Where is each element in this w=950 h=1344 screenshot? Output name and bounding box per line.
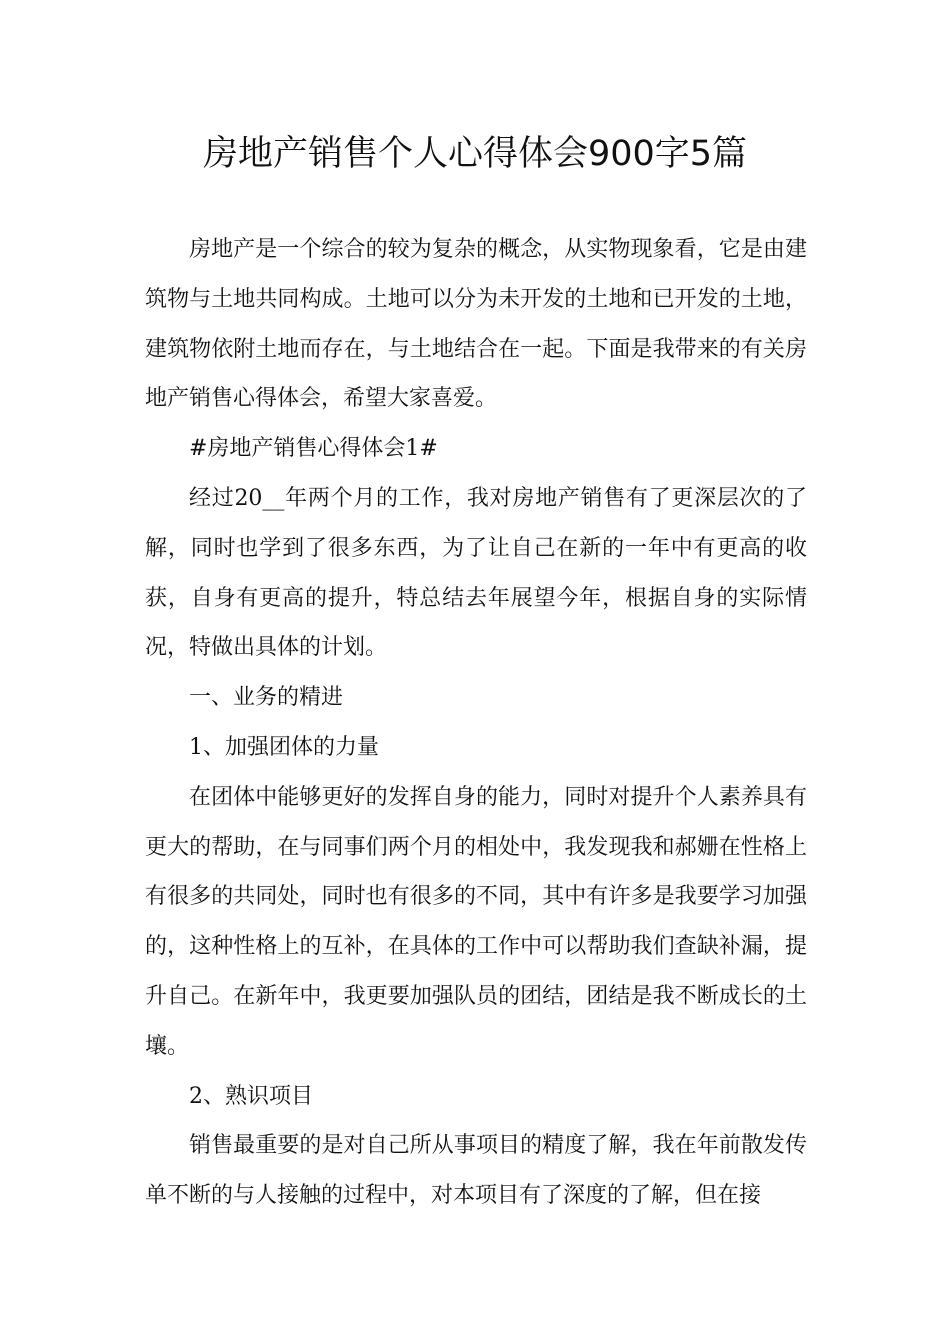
- heading-business: 一、业务的精进: [189, 685, 344, 711]
- subheading-team: 1、加强团体的力量: [189, 734, 379, 760]
- paragraph-intro: 房地产是一个综合的较为复杂的概念，从实物现象看，它是由建筑物与土地共同构成。土地可以分为未开发的土地和已开发的土地，建筑物依附土地而存在，与土地结合在一起。下面是我带来的有关房地产销售心得体会，希望大家喜爱。: [145, 237, 807, 412]
- paragraph-team: 在团体中能够更好的发挥自身的能力，同时对提升个人素养具有更大的帮助，在与同事们两个月的相处中，我发现我和郝姗在性格上有很多的共同处，同时也有很多的不同，其中有许多是我要学习加强的，这种性格上的互补，在具体的工作中可以帮助我们查缺补漏，提升自己。在新年中，我更要加强队员的团结，团结是我不断成长的土壤。: [145, 784, 807, 1059]
- document-body: [145, 225, 807, 1221]
- document-title: 房地产销售个人心得体会900字5篇: [202, 134, 748, 174]
- section-heading-1: #房地产销售心得体会1#: [189, 436, 438, 462]
- paragraph-project: 销售最重要的是对自己所从事项目的精度了解，我在年前散发传单不断的与人接触的过程中，对本项目有了深度的了解，但在接: [145, 1133, 807, 1209]
- paragraph-summary: 经过20__年两个月的工作，我对房地产销售有了更深层次的了解，同时也学到了很多东西，为了让自己在新的一年中有更高的收获，自身有更高的提升，特总结去年展望今年，根据自身的实际情况，特做出具体的计划。: [145, 485, 807, 661]
- subheading-project: 2、熟识项目: [189, 1083, 313, 1109]
